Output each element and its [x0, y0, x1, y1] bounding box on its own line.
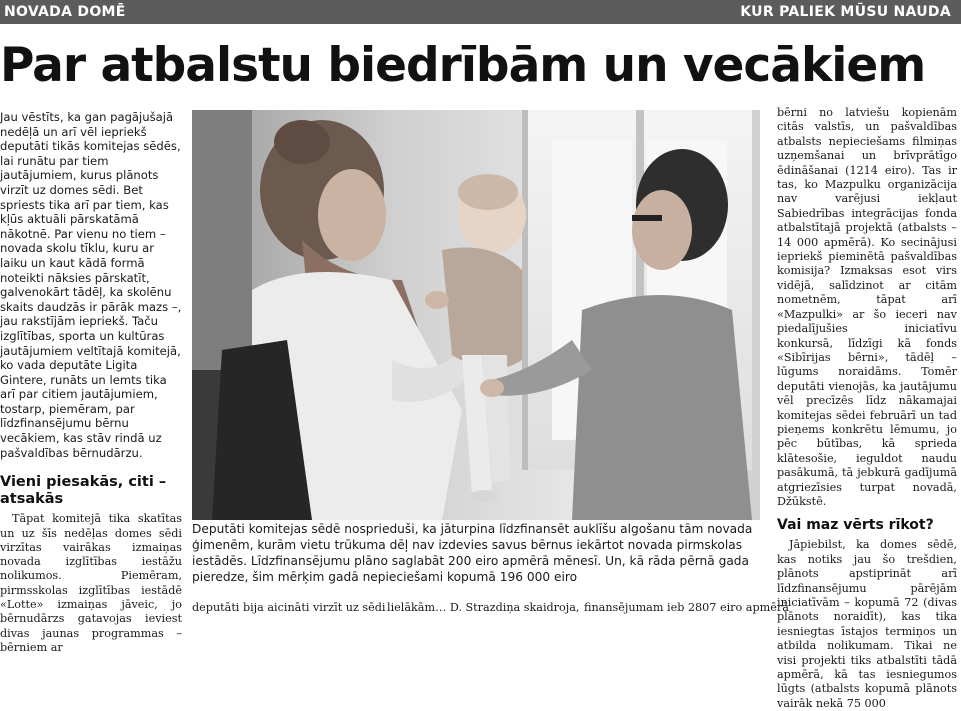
- section-header-bar: [0, 0, 961, 24]
- article-photo: [192, 110, 760, 520]
- article-headline: Par atbalstu biedrībām un vecākiem: [0, 38, 926, 93]
- photo-woman-baby-icon: [192, 110, 760, 520]
- section-label-right: KUR PALIEK MŪSU NAUDA: [740, 4, 951, 20]
- bottom-column-fragment-2: lielākām… D. Strazdiņa skaidroja,: [387, 601, 580, 614]
- photo-caption: Deputāti komitejas sēdē nosprieduši, ka jāturpina līdzfinansēt auklīšu algošanu tām novada ģimenēm, kurām vietu trūkuma dēļ nav izdevies savus bērnus iekārtot novada pirmskolas iestādēs. Līdzfinansējumu plāno saglabāt 200 eiro apmērā mēnesī. Un, kā rāda pērnā gada pieredze, šim mērķim gadā nepieciešami kopumā 196 000 eiro: [192, 522, 753, 584]
- right-paragraph-1: bērni no latviešu kopienām citās valstīs, un pašvaldības atbalsts nepieciešams filmiņas uzņemšanai un brīvprātīgo ēdināšanai (1214 eiro). Tas ir tas, ko Mazpulku organizācija nav varējusi iekļaut Sabiedrības integrācijas fonda atbalstītajā projektā (atbalsts – 14 000 apmērā). Ko secinājusi iepriekš pieminētā pašvaldības komisija? Izmaksas esot virs vidējā, salīdzinot ar citām nometnēm, tāpat arī «Mazpulki» ar šo ieceri nav piedalījušies iniciatīvu konkursā, līdzīgi kā fonds «Sibīrijas bērni», tādēļ – lūgums noraidāms. Tomēr deputāti vienojās, ka jautājumu vēl precīzēs līdz nākamajai komitejas sēdei februārī un tad pieņems konkrētu lēmumu, jo pēc būtības, kā sprieda klātesošie, ieguldot naudu pasākumā, tā jebkurā gadījumā atgriezīsies turpat novadā, Džūkstē.: [777, 106, 957, 508]
- bottom-column-fragment-3: finansējumam ieb 2807 eiro apmērā: [584, 601, 789, 614]
- section-label-left: NOVADA DOMĒ: [4, 4, 126, 20]
- bottom-column-fragment-1: deputāti bija aicināti virzīt uz sēdi: [192, 601, 386, 614]
- subheading-right: Vai maz vērts rīkot?: [777, 517, 934, 534]
- left-text-column: [0, 110, 182, 654]
- right-text-column: [777, 106, 957, 710]
- intro-paragraph: Jau vēstīts, ka gan pagājušajā nedēļā un arī vēl iepriekš deputāti tikās komitejas sēdēs, lai runātu par tiem jautājumiem, kurus plānots virzīt uz domes sēdi. Bet spriests tika arī par tiem, kas kļūs aktuāli pārskatāmā nākotnē. Par vienu no tiem – novada skolu tīklu, kuru ar laiku un kaut kādā formā noteikti nāksies pārskatīt, galvenokārt tādēļ, ka skolēnu skaits daudzās ir pārāk mazs –, jau rakstījām iepriekš. Taču izglītības, sporta un kultūras jautājumiem veltītajā komitejā, ko vada deputāte Ligita Gintere, runāts un lemts tika arī par citiem jautājumiem, tostarp, piemēram, par līdzfinansējumu bērnu vecākiem, kas stāv rindā uz pašvaldības bērnudārzu.: [0, 110, 182, 460]
- body-paragraph-left: Tāpat komitejā tika skatītas un uz šīs nedēļas domes sēdi virzītas vairākas izmaiņas novada izglītības iestāžu nolikumos. Piemēram, pirmsskolas izglītības iestādē «Lotte» izmaiņas jāveic, jo bērnudārzs gatavojas ieviest divas jaunas programmas – bērniem ar: [0, 512, 182, 654]
- subheading-left: Vieni piesakās, citi – atsakās: [0, 474, 167, 508]
- right-paragraph-2: Jāpiebilst, ka domes sēdē, kas notiks jau šo trešdien, plānots apstiprināt arī līdzfinansējumu pārējām iniciatīvām – kopumā 72 (divas plānots noraidīt), kas tika iesniegtas īstajos termiņos un atbilda nolikumam. Tikai ne visi projekti tiks atbalstīti tādā apmērā, kā tas iesniegumos lūgts (atbalsts kopumā plānots vairāk nekā 75 000: [777, 538, 957, 710]
